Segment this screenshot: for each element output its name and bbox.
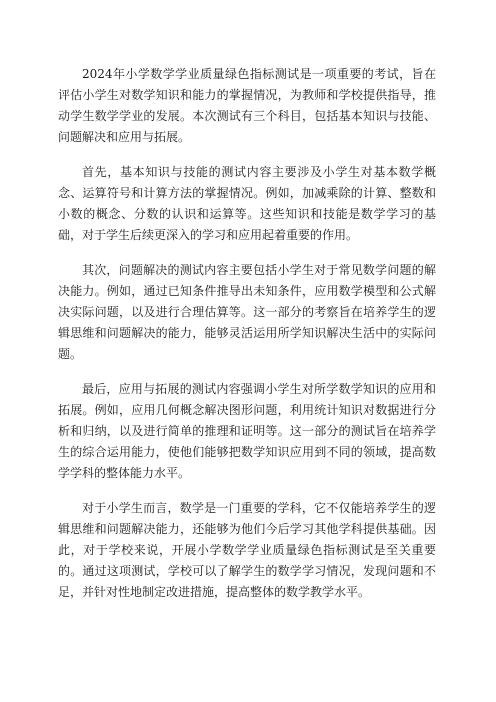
- paragraph-basic-knowledge: 首先，基本知识与技能的测试内容主要涉及小学生对基本数学概念、运算符号和计算方法的掌握情况。例如，加减乘除的计算、整数和小数的概念、分数的认识和运算等。这些知识和技能是数学学习的基础，对于学生后续更深入的学习和应用起着重要的作用。: [58, 165, 436, 242]
- paragraph-conclusion: 对于小学生而言，数学是一门重要的学科，它不仅能培养学生的逻辑思维和问题解决能力，还能够为他们今后学习其他学科提供基础。因此，对于学校来说，开展小学数学学业质量绿色指标测试是至关重要的。通过这项测试，学校可以了解学生的数学学习情况，发现问题和不足，并针对性地制定改进措施，提高整体的数学教学水平。: [58, 501, 436, 599]
- paragraph-problem-solving: 其次，问题解决的测试内容主要包括小学生对于常见数学问题的解决能力。例如，通过已知条件推导出未知条件，应用数学模型和公式解决实际问题，以及进行合理估算等。这一部分的考察旨在培养学生的逻辑思维和问题解决的能力，能够灵活运用所学知识解决生活中的实际问题。: [58, 263, 436, 361]
- document-body: [58, 64, 436, 617]
- paragraph-intro: 2024年小学数学学业质量绿色指标测试是一项重要的考试，旨在评估小学生对数学知识和能力的掌握情况，为教师和学校提供指导，推动学生数学学业的发展。本次测试有三个科目，包括基本知识与技能、问题解决和应用与拓展。: [58, 67, 436, 144]
- paragraph-application: 最后，应用与拓展的测试内容强调小学生对所学数学知识的应用和拓展。例如，应用几何概念解决图形问题，利用统计知识对数据进行分析和归纳，以及进行简单的推理和证明等。这一部分的测试旨在培养学生的综合运用能力，使他们能够把数学知识应用到不同的领域，提高数学学科的整体能力水平。: [58, 382, 436, 480]
